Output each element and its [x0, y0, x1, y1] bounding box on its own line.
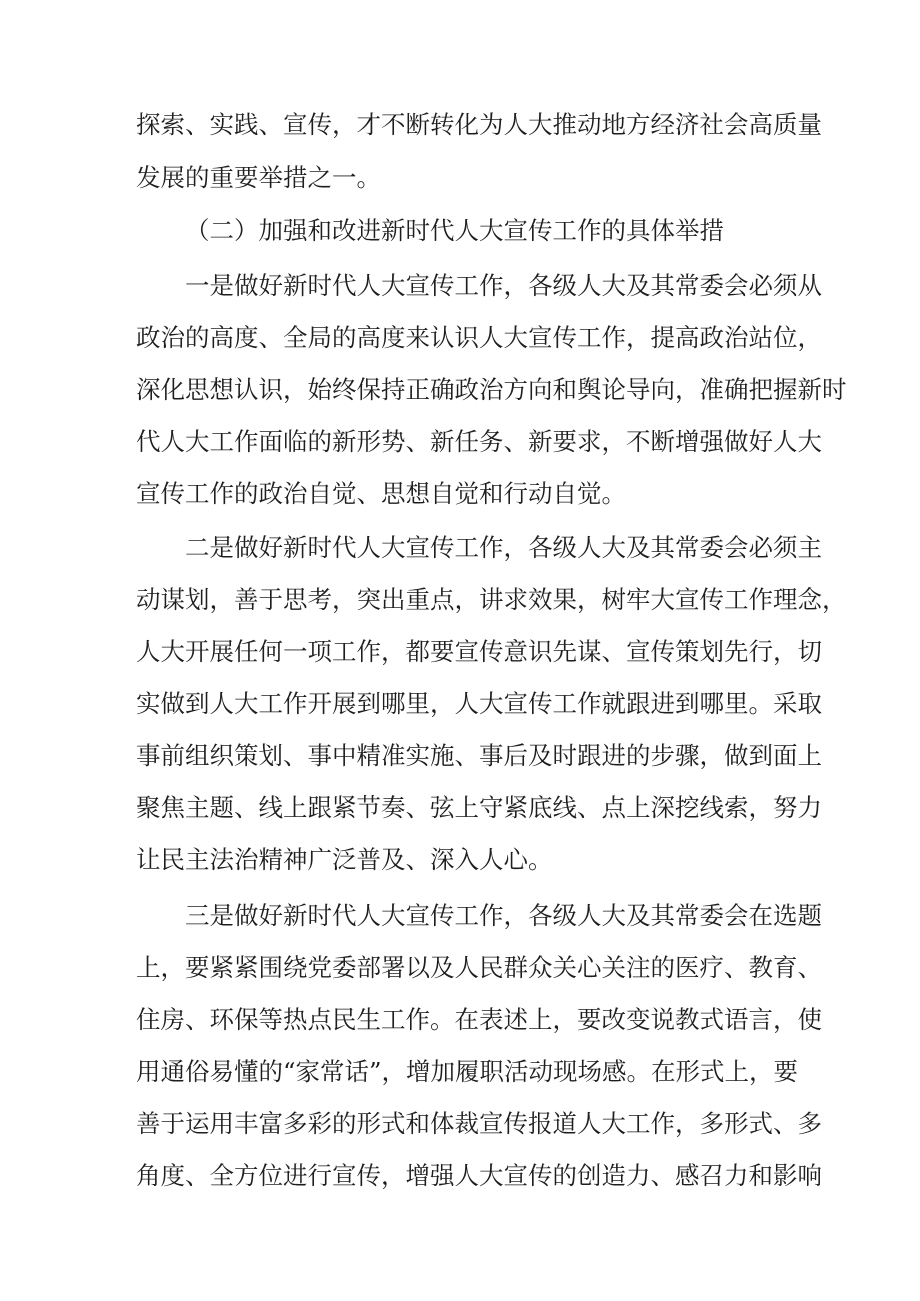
para3-line-3: 住房、环保等热点民生工作。在表述上，要改变说教式语言，使 — [136, 1005, 822, 1034]
para3-line-6: 角度、全方位进行宣传，增强人大宣传的创造力、感召力和影响 — [136, 1161, 822, 1190]
intro-line-1: 探索、实践、宣传，才不断转化为人大推动地方经济社会高质量 — [136, 110, 822, 139]
para2-line-6: 聚焦主题、线上跟紧节奏、弦上守紧底线、点上深挖线索，努力 — [136, 793, 822, 822]
para1-line-1: 一是做好新时代人大宣传工作，各级人大及其常委会必须从 — [185, 271, 822, 300]
para2-line-7: 让民主法治精神广泛普及、深入人心。 — [136, 845, 553, 874]
para3-line-4: 用通俗易懂的“家常话”，增加履职活动现场感。在形式上，要 — [136, 1057, 799, 1086]
para3-line-2: 上，要紧紧围绕党委部署以及人民群众关心关注的医疗、教育、 — [136, 953, 822, 982]
para1-line-4: 代人大工作面临的新形势、新任务、新要求，不断增强做好人大 — [136, 427, 822, 456]
intro-line-2: 发展的重要举措之一。 — [136, 163, 381, 192]
section-heading: （二）加强和改进新时代人大宣传工作的具体举措 — [185, 216, 724, 245]
para1-line-5: 宣传工作的政治自觉、思想自觉和行动自觉。 — [136, 479, 626, 508]
para2-line-4: 实做到人大工作开展到哪里，人大宣传工作就跟进到哪里。采取 — [136, 689, 822, 718]
para2-line-5: 事前组织策划、事中精准实施、事后及时跟进的步骤，做到面上 — [136, 741, 822, 770]
para2-line-1: 二是做好新时代人大宣传工作，各级人大及其常委会必须主 — [185, 533, 822, 562]
para3-line-5: 善于运用丰富多彩的形式和体裁宣传报道人大工作，多形式、多 — [136, 1109, 822, 1138]
para2-line-3: 人大开展任何一项工作，都要宣传意识先谋、宣传策划先行，切 — [136, 637, 822, 666]
para2-line-2: 动谋划，善于思考，突出重点，讲求效果，树牢大宣传工作理念， — [136, 585, 847, 614]
para1-line-3: 深化思想认识，始终保持正确政治方向和舆论导向，准确把握新时 — [136, 375, 847, 404]
para1-line-2: 政治的高度、全局的高度来认识人大宣传工作，提高政治站位， — [136, 323, 822, 352]
para3-line-1: 三是做好新时代人大宣传工作，各级人大及其常委会在选题 — [185, 901, 822, 930]
